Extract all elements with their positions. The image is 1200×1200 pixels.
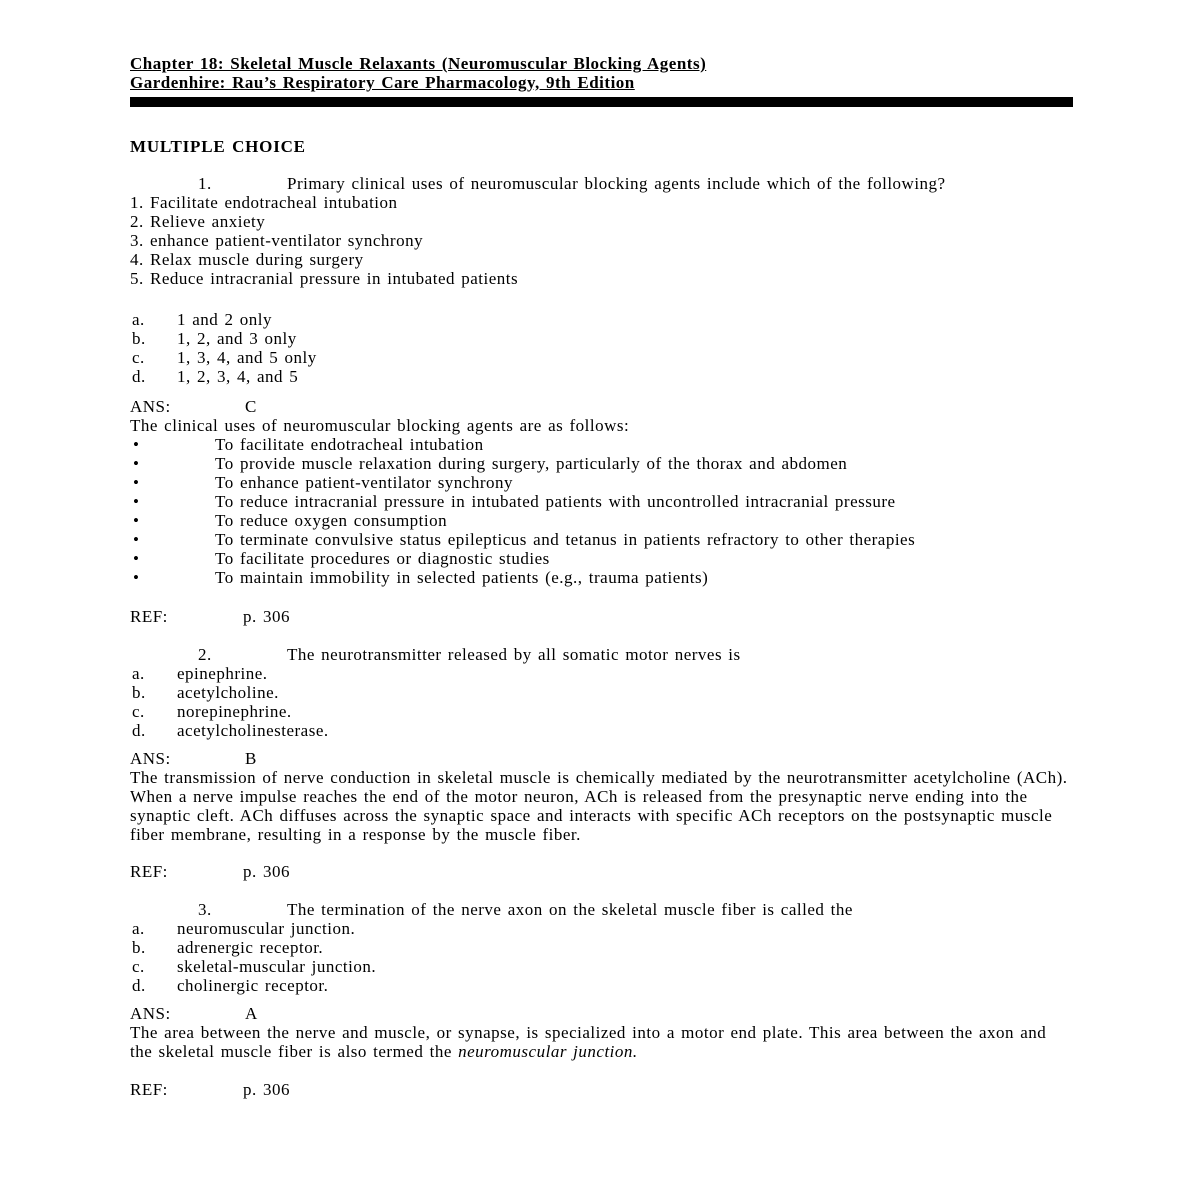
option-letter: c. — [132, 957, 145, 976]
bullet-item — [130, 549, 1073, 568]
bullet-item — [130, 511, 1073, 530]
bullet-glyph: • — [133, 492, 140, 511]
answer-label: ANS: — [130, 397, 171, 416]
option-row — [130, 721, 1073, 740]
reference-row — [130, 1080, 1073, 1099]
doc-header — [130, 54, 1073, 92]
option-text: 1 and 2 only — [177, 310, 273, 329]
option-text: 1, 3, 4, and 5 only — [177, 348, 317, 367]
bullet-glyph: • — [133, 568, 140, 587]
option-letter: a. — [132, 664, 145, 683]
question-number: 1. — [198, 174, 212, 193]
option-row — [130, 702, 1073, 721]
option-row — [130, 957, 1073, 976]
reference-value: p. 306 — [243, 1080, 290, 1099]
option-letter: c. — [132, 348, 145, 367]
answer-value: B — [245, 749, 257, 768]
bullet-item — [130, 473, 1073, 492]
bullet-text: To reduce intracranial pressure in intubated patients with uncontrolled intracranial pressure — [215, 492, 896, 511]
bullet-text: To facilitate endotracheal intubation — [215, 435, 484, 454]
option-text: 1, 2, and 3 only — [177, 329, 297, 348]
option-text: cholinergic receptor. — [177, 976, 329, 995]
bullet-item — [130, 435, 1073, 454]
answer-row — [130, 397, 1073, 416]
option-letter: d. — [132, 721, 146, 740]
option-text: acetylcholine. — [177, 683, 279, 702]
reference-value: p. 306 — [243, 607, 290, 626]
option-letter: c. — [132, 702, 145, 721]
question-3-line — [130, 900, 1073, 919]
option-letter: a. — [132, 919, 145, 938]
bullet-text: To reduce oxygen consumption — [215, 511, 448, 530]
bullet-glyph: • — [133, 511, 140, 530]
question-2-line — [130, 645, 1073, 664]
question-2-options — [130, 664, 1073, 740]
bullet-text: To terminate convulsive status epilepticus and tetanus in patients refractory to other therapies — [215, 530, 916, 549]
stem-list-item: 2. Relieve anxiety — [130, 212, 266, 231]
option-letter: d. — [132, 367, 146, 386]
rationale-intro: The clinical uses of neuromuscular blocking agents are as follows: — [130, 416, 630, 435]
bullet-text: To facilitate procedures or diagnostic studies — [215, 549, 550, 568]
option-text: adrenergic receptor. — [177, 938, 324, 957]
question-number: 2. — [198, 645, 212, 664]
answer-row — [130, 749, 1073, 768]
rationale-text-italic: neuromuscular junction. — [458, 1042, 638, 1061]
stem-list-item: 3. enhance patient-ventilator synchrony — [130, 231, 424, 250]
answer-value: C — [245, 397, 257, 416]
reference-value: p. 306 — [243, 862, 290, 881]
option-row — [130, 683, 1073, 702]
option-text: skeletal-muscular junction. — [177, 957, 377, 976]
bullet-glyph: • — [133, 435, 140, 454]
option-row — [130, 329, 1073, 348]
option-row — [130, 938, 1073, 957]
rationale-text-plain: The area between the nerve and muscle, or synapse, is specialized into a motor end plate. This area between the axon and the skeletal muscle fiber is also termed the — [130, 1023, 1047, 1061]
question-number: 3. — [198, 900, 212, 919]
rationale-paragraph — [130, 1023, 1073, 1061]
option-row — [130, 367, 1073, 386]
reference-label: REF: — [130, 862, 168, 881]
stem-list-item: 1. Facilitate endotracheal intubation — [130, 193, 398, 212]
question-stem: The neurotransmitter released by all somatic motor nerves is — [287, 645, 741, 664]
doc-title-line1: Chapter 18: Skeletal Muscle Relaxants (Neuromuscular Blocking Agents) — [130, 54, 707, 73]
document-page — [130, 54, 1073, 1099]
bullet-glyph: • — [133, 473, 140, 492]
bullet-glyph: • — [133, 454, 140, 473]
question-stem: The termination of the nerve axon on the skeletal muscle fiber is called the — [287, 900, 853, 919]
option-letter: d. — [132, 976, 146, 995]
option-text: norepinephrine. — [177, 702, 292, 721]
bullet-item — [130, 492, 1073, 511]
answer-label: ANS: — [130, 749, 171, 768]
option-row — [130, 310, 1073, 329]
bullet-glyph: • — [133, 530, 140, 549]
answer-value: A — [245, 1004, 258, 1023]
option-row — [130, 976, 1073, 995]
option-letter: b. — [132, 683, 146, 702]
reference-label: REF: — [130, 607, 168, 626]
option-text: 1, 2, 3, 4, and 5 — [177, 367, 299, 386]
question-1-line — [130, 174, 1073, 193]
title-rule — [130, 97, 1073, 107]
option-letter: b. — [132, 938, 146, 957]
option-row — [130, 348, 1073, 367]
doc-title-line2: Gardenhire: Rau’s Respiratory Care Pharmacology, 9th Edition — [130, 73, 635, 92]
bullet-item — [130, 568, 1073, 587]
option-letter: a. — [132, 310, 145, 329]
reference-row — [130, 862, 1073, 881]
option-text: epinephrine. — [177, 664, 268, 683]
question-1-options — [130, 310, 1073, 386]
bullet-text: To enhance patient-ventilator synchrony — [215, 473, 514, 492]
rationale-paragraph: The transmission of nerve conduction in skeletal muscle is chemically mediated by the neurotransmitter acetylcholine (ACh). When a nerve impulse reaches the end of the motor neuron, ACh is released from the presynaptic nerve ending into the synaptic cleft. ACh diffuses across the synaptic space and interacts with specific ACh receptors on the postsynaptic muscle fiber membrane, resulting in a response by the muscle fiber. — [130, 768, 1068, 844]
bullet-glyph: • — [133, 549, 140, 568]
rationale-bullet-list — [130, 435, 1073, 587]
question-1-stem-list — [130, 193, 1073, 288]
bullet-item — [130, 530, 1073, 549]
option-text: acetylcholinesterase. — [177, 721, 329, 740]
option-text: neuromuscular junction. — [177, 919, 356, 938]
question-3-options — [130, 919, 1073, 995]
section-heading: MULTIPLE CHOICE — [130, 137, 306, 156]
stem-list-item: 5. Reduce intracranial pressure in intubated patients — [130, 269, 519, 288]
answer-row — [130, 1004, 1073, 1023]
option-letter: b. — [132, 329, 146, 348]
question-stem: Primary clinical uses of neuromuscular blocking agents include which of the following? — [287, 174, 946, 193]
option-row — [130, 919, 1073, 938]
bullet-text: To maintain immobility in selected patients (e.g., trauma patients) — [215, 568, 709, 587]
reference-label: REF: — [130, 1080, 168, 1099]
option-row — [130, 664, 1073, 683]
bullet-item — [130, 454, 1073, 473]
bullet-text: To provide muscle relaxation during surgery, particularly of the thorax and abdomen — [215, 454, 848, 473]
answer-label: ANS: — [130, 1004, 171, 1023]
stem-list-item: 4. Relax muscle during surgery — [130, 250, 364, 269]
reference-row — [130, 607, 1073, 626]
